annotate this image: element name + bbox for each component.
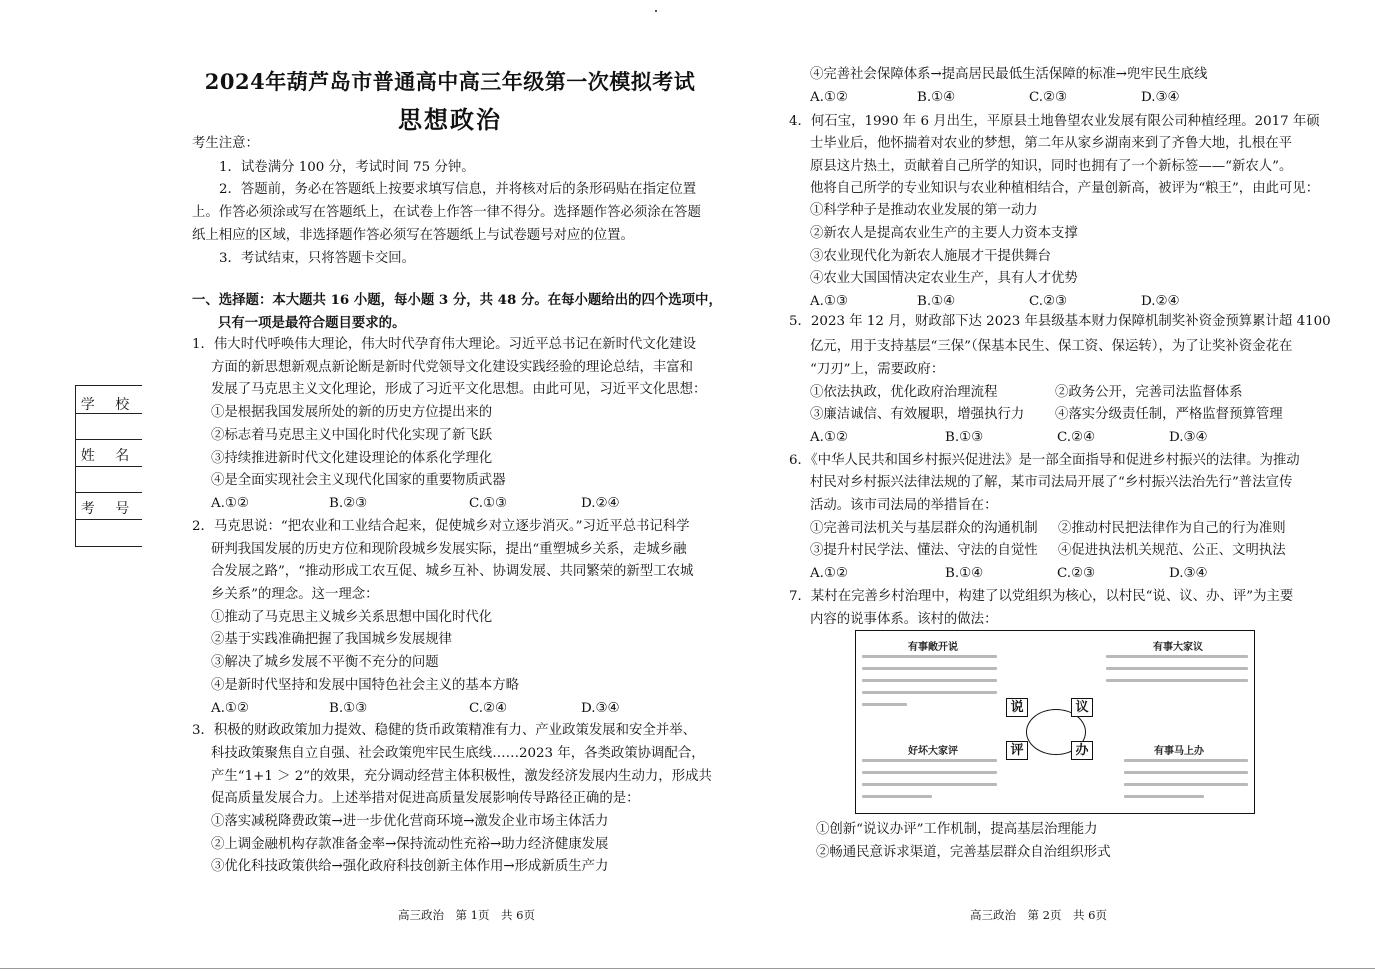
student-info-stub bbox=[75, 385, 142, 547]
q6-item: ④促进执法机关规范、公正、文明执法 bbox=[1058, 543, 1286, 558]
q4-stem: 4．何石宝，1990 年 6 月出生，平原县土地鲁望农业发展有限公司种植经理。2017 年硕 bbox=[789, 114, 1320, 129]
stub-divider bbox=[76, 466, 142, 467]
stub-divider bbox=[76, 492, 142, 493]
q3-stem: 促高质量发展合力。上述举措对促进高质量发展影响传导路径正确的是： bbox=[211, 791, 640, 806]
q7-item: ②畅通民意诉求渠道，完善基层群众自治组织形式 bbox=[816, 845, 1111, 860]
bottom-edge bbox=[0, 968, 1375, 969]
q4-item: ①科学种子是推动农业发展的第一动力 bbox=[810, 203, 1038, 218]
q3-item: ③优化科技政策供给→强化政府科技创新主体作用→形成新质生产力 bbox=[211, 859, 609, 874]
q1-stem: 1．伟大时代呼唤伟大理论，伟大时代孕育伟大理论。习近平总书记在新时代文化建设 bbox=[192, 337, 696, 352]
stub-divider bbox=[76, 439, 142, 440]
q5-stem: 5．2023 年 12 月，财政部下达 2023 年县级基本财力保障机制奖补资金预算累计超 4100 bbox=[789, 314, 1331, 329]
q7-stem: 内容的说事体系。该村的做法： bbox=[810, 612, 998, 627]
stub-name-label: 姓 名 bbox=[80, 448, 138, 464]
diagram-text-blur bbox=[862, 783, 997, 786]
q4-option-c[interactable]: C.②③ bbox=[1029, 294, 1068, 309]
diagram-text-blur bbox=[862, 795, 932, 798]
q2-stem: 合发展之路”，“推动形成工农互促、城乡互补、协调发展、共同繁荣的新型工农城 bbox=[211, 564, 694, 579]
q2-option-d[interactable]: D.③④ bbox=[581, 701, 620, 716]
q6-item: ①完善司法机关与基层群众的沟通机制 bbox=[810, 521, 1038, 536]
q3-stem: 科技政策聚焦自立自强、社会政策兜牢民生底线……2023 年，各类政策协调配合， bbox=[211, 746, 705, 761]
q4-stem: 原县这片热土，贡献着自己所学的知识，同时也拥有了一个新标签——“新农人”。 bbox=[810, 159, 1293, 174]
exam-subject: 思想政治 bbox=[398, 105, 502, 134]
q4-option-d[interactable]: D.②④ bbox=[1141, 294, 1180, 309]
q6-option-b[interactable]: B.①④ bbox=[945, 566, 984, 581]
q1-item: ①是根据我国发展所处的新的历史方位提出来的 bbox=[211, 405, 493, 420]
q5-stem: “刀刃”上，需要政府： bbox=[810, 362, 945, 377]
diagram-box-yi: 议 bbox=[1071, 698, 1093, 717]
q2-option-a[interactable]: A.①② bbox=[211, 701, 249, 716]
q1-stem: 方面的新思想新观点新论断是新时代党领导文化建设实践经验的理论总结，丰富和 bbox=[211, 360, 694, 375]
diagram-heading-ban: 有事马上办 bbox=[1154, 746, 1204, 757]
q1-option-b[interactable]: B.②③ bbox=[329, 496, 368, 511]
q3-stem: 3．积极的财政政策加力提效、稳健的货币政策精准有力、产业政策发展和安全并举、 bbox=[192, 723, 696, 738]
q1-item: ④是全面实现社会主义现代化国家的重要物质武器 bbox=[211, 473, 506, 488]
section-heading-cont: 只有一项是最符合题目要求的。 bbox=[218, 315, 406, 331]
diagram-box-shuo: 说 bbox=[1006, 698, 1028, 717]
diagram-text-blur bbox=[862, 759, 997, 762]
q4-stem: 他将自己所学的专业知识与农业种植相结合，产量创新高，被评为“粮王”，由此可见： bbox=[810, 181, 1320, 196]
q2-option-b[interactable]: B.①③ bbox=[329, 701, 368, 716]
q7-stem: 7．某村在完善乡村治理中，构建了以党组织为核心，以村民“说、议、办、评”为主要 bbox=[789, 589, 1294, 604]
notice-line: 3．考试结束，只将答题卡交回。 bbox=[219, 251, 415, 266]
q3-option-a[interactable]: A.①② bbox=[810, 90, 848, 105]
q6-item: ②推动村民把法律作为自己的行为准则 bbox=[1058, 521, 1286, 536]
q3-option-c[interactable]: C.②③ bbox=[1029, 90, 1068, 105]
diagram-text-blur bbox=[862, 667, 997, 670]
q2-stem: 乡关系”的理念。这一理念： bbox=[211, 587, 379, 602]
diagram-text-blur bbox=[1106, 667, 1248, 670]
q3-option-d[interactable]: D.③④ bbox=[1141, 90, 1180, 105]
diagram-text-blur bbox=[1106, 679, 1248, 682]
q5-option-a[interactable]: A.①② bbox=[810, 430, 848, 445]
q2-item: ①推动了马克思主义城乡关系思想中国化时代化 bbox=[211, 610, 493, 625]
diagram-box-ping: 评 bbox=[1006, 741, 1028, 760]
q6-stem: 村民对乡村振兴法律法规的了解，某市司法局开展了“乡村振兴法治先行”普法宣传 bbox=[810, 475, 1293, 490]
q2-item: ④是新时代坚持和发展中国特色社会主义的基本方略 bbox=[211, 678, 519, 693]
q4-item: ④农业大国国情决定农业生产，具有人才优势 bbox=[810, 271, 1078, 286]
q1-stem: 发展了马克思主义文化理论，形成了习近平文化思想。由此可见，习近平文化思想： bbox=[211, 382, 707, 397]
q5-stem: 亿元，用于支持基层“三保”（保基本民生、保工资、保运转），为了让奖补资金花在 bbox=[810, 339, 1293, 354]
q1-option-c[interactable]: C.①③ bbox=[469, 496, 508, 511]
q4-item: ②新农人是提高农业生产的主要人力资本支撑 bbox=[810, 226, 1078, 241]
q5-item: ③廉洁诚信、有效履职，增强执行力 bbox=[810, 407, 1025, 422]
q5-option-b[interactable]: B.①③ bbox=[945, 430, 984, 445]
notice-line: 1．试卷满分 100 分，考试时间 75 分钟。 bbox=[219, 160, 475, 175]
q2-option-c[interactable]: C.②④ bbox=[469, 701, 508, 716]
q3-stem: 产生“1+1 ＞ 2”的效果，充分调动经营主体积极性，激发经济发展内生动力，形成共 bbox=[211, 769, 712, 784]
q4-option-b[interactable]: B.①④ bbox=[917, 294, 956, 309]
q5-item: ④落实分级责任制，严格监督预算管理 bbox=[1055, 407, 1283, 422]
diagram-heading-shuo: 有事敞开说 bbox=[908, 642, 958, 653]
q6-option-a[interactable]: A.①② bbox=[810, 566, 848, 581]
section-heading: 一、选择题：本大题共 16 小题，每小题 3 分，共 48 分。在每小题给出的四个选项中， bbox=[192, 292, 722, 308]
q5-item: ①依法执政，优化政府治理流程 bbox=[810, 385, 998, 400]
q1-option-d[interactable]: D.②④ bbox=[581, 496, 620, 511]
q3-item: ④完善社会保障体系→提高居民最低生活保障的标准→兜牢民生底线 bbox=[810, 67, 1208, 82]
stub-number-label: 考 号 bbox=[80, 501, 138, 517]
q6-stem: 6．《中华人民共和国乡村振兴促进法》是一部全面指导和促进乡村振兴的法律。为推动 bbox=[789, 453, 1300, 468]
q3-item: ②上调金融机构存款准备金率→保持流动性充裕→助力经济健康发展 bbox=[211, 837, 609, 852]
q6-item: ③提升村民学法、懂法、守法的自觉性 bbox=[810, 543, 1038, 558]
footer-page-1: 高三政治 第 1页 共 6页 bbox=[398, 908, 535, 922]
footer-page-2: 高三政治 第 2页 共 6页 bbox=[970, 908, 1107, 922]
q2-item: ③解决了城乡发展不平衡不充分的问题 bbox=[211, 655, 439, 670]
stub-divider bbox=[76, 519, 142, 520]
q2-stem: 2．马克思说：“把农业和工业结合起来，促使城乡对立逐步消灭。”习近平总书记科学 bbox=[192, 519, 690, 534]
notice-line: 上。作答必须涂或写在答题纸上，在试卷上作答一律不得分。选择题作答必须涂在答题 bbox=[192, 205, 701, 220]
q5-option-d[interactable]: D.③④ bbox=[1169, 430, 1208, 445]
q2-stem: 研判我国发展的历史方位和现阶段城乡发展实际，提出“重塑城乡关系，走城乡融 bbox=[211, 542, 687, 557]
diagram-text-blur bbox=[1124, 783, 1248, 786]
diagram-heading-ping: 好坏大家评 bbox=[908, 746, 958, 757]
notice-line: 2．答题前，务必在答题纸上按要求填写信息，并将核对后的条形码贴在指定位置 bbox=[219, 182, 697, 197]
q1-item: ②标志着马克思主义中国化时代化实现了新飞跃 bbox=[211, 428, 493, 443]
exam-title: 2024年葫芦岛市普通高中高三年级第一次模拟考试 bbox=[204, 69, 696, 94]
diagram-text-blur bbox=[862, 691, 997, 694]
diagram-text-blur bbox=[1106, 655, 1248, 658]
notice-line: 纸上相应的区域，非选择题作答必须写在答题纸上与试卷题号对应的位置。 bbox=[192, 228, 634, 243]
q2-item: ②基于实践准确把握了我国城乡发展规律 bbox=[211, 632, 453, 647]
q1-option-a[interactable]: A.①② bbox=[211, 496, 249, 511]
notice-heading: 考生注意： bbox=[192, 136, 259, 151]
q4-stem: 士毕业后，他怀揣着对农业的梦想，第二年从家乡湖南来到了齐鲁大地，扎根在平 bbox=[810, 136, 1293, 151]
q3-option-b[interactable]: B.①④ bbox=[917, 90, 956, 105]
q6-option-d[interactable]: D.③④ bbox=[1169, 566, 1208, 581]
diagram-text-blur bbox=[1124, 771, 1248, 774]
stub-divider bbox=[76, 413, 142, 414]
q3-item: ①落实减税降费政策→进一步优化营商环境→激发企业市场主体活力 bbox=[211, 814, 609, 829]
diagram-text-blur bbox=[862, 655, 997, 658]
diagram-box-ban: 办 bbox=[1071, 741, 1093, 760]
diagram-heading-yi: 有事大家议 bbox=[1153, 642, 1203, 653]
q7-item: ①创新“说议办评”工作机制，提高基层治理能力 bbox=[816, 822, 1098, 837]
q7-diagram bbox=[855, 630, 1255, 814]
diagram-text-blur bbox=[862, 679, 997, 682]
q5-item: ②政务公开，完善司法监督体系 bbox=[1055, 385, 1243, 400]
q6-stem: 活动。该市司法局的举措旨在： bbox=[810, 498, 998, 513]
q4-option-a[interactable]: A.①③ bbox=[810, 294, 848, 309]
diagram-text-blur bbox=[862, 703, 907, 706]
diagram-text-blur bbox=[862, 771, 997, 774]
diagram-text-blur bbox=[1124, 795, 1204, 798]
q5-option-c[interactable]: C.②④ bbox=[1057, 430, 1096, 445]
q4-item: ③农业现代化为新农人施展才干提供舞台 bbox=[810, 249, 1052, 264]
diagram-text-blur bbox=[1124, 759, 1248, 762]
q1-item: ③持续推进新时代文化建设理论的体系化学理化 bbox=[211, 451, 493, 466]
stub-school-label: 学 校 bbox=[80, 397, 138, 413]
q6-option-c[interactable]: C.②③ bbox=[1057, 566, 1096, 581]
